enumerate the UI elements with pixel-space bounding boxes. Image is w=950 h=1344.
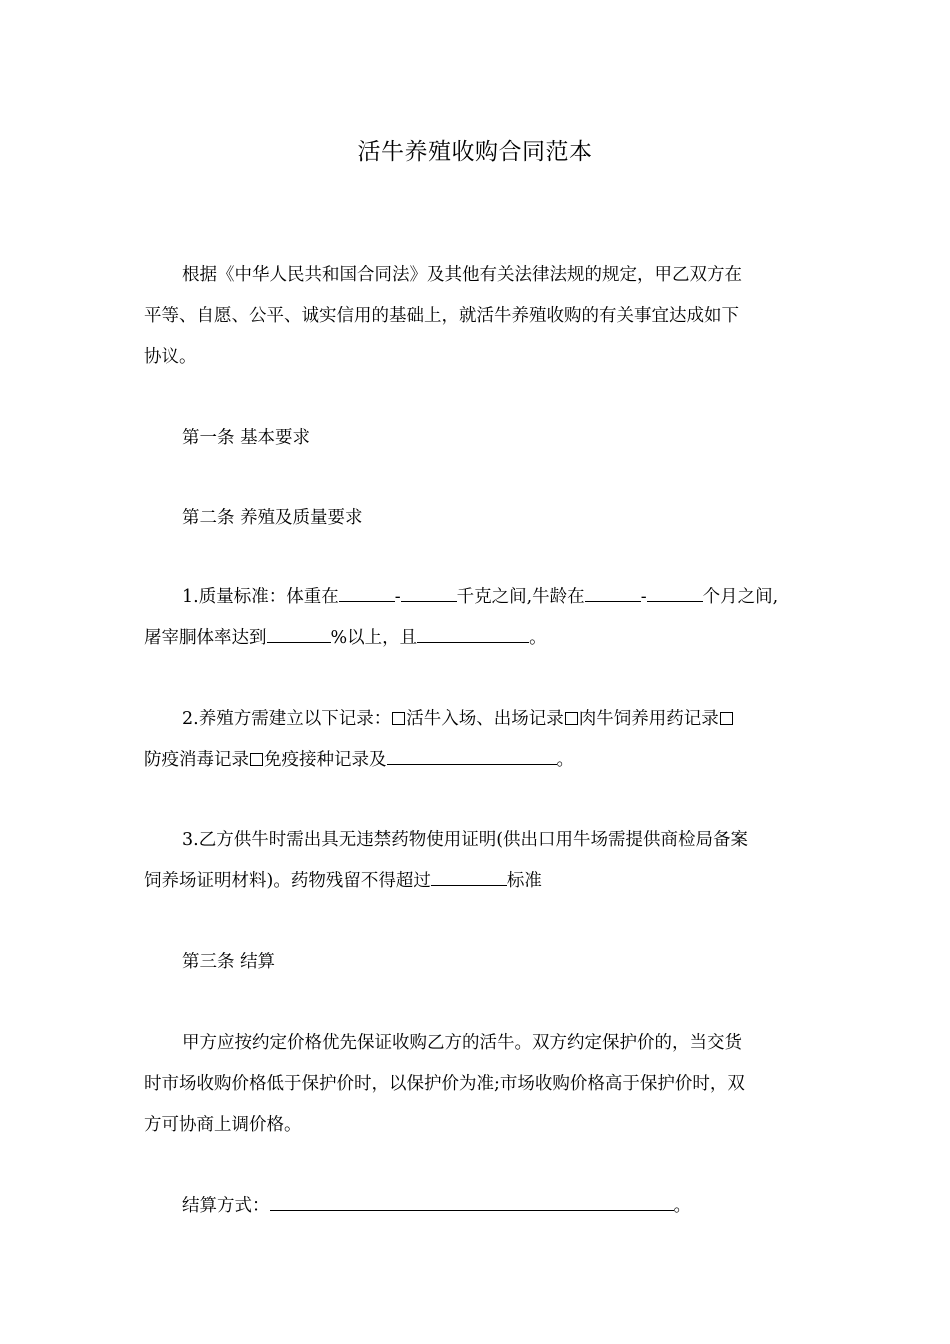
document-title: 活牛养殖收购合同范本 [357,139,593,165]
item-1-text-e: %以上，且 [330,628,418,648]
article-1-heading: 第一条 基本要求 [182,428,311,448]
item-2-text-a: 2.养殖方需建立以下记录： [182,709,392,729]
age-min-blank[interactable] [585,584,641,602]
article-3-heading: 第三条 结算 [182,952,276,972]
age-max-blank[interactable] [647,584,703,602]
settlement-method-blank[interactable] [270,1193,674,1211]
intro-line-2: 平等、自愿、公平、诚实信用的基础上，就活牛养殖收购的有关事宜达成如下 [144,306,739,326]
item-2-line-2 [144,740,804,781]
item-1-text-b: 千克之间,牛龄在 [456,587,585,607]
settle-line-3: 方可协商上调价格。 [144,1115,302,1135]
checkbox-icon[interactable] [392,712,405,725]
settlement-method-line [144,1186,842,1227]
settlement-method-end: 。 [673,1196,691,1216]
item-3-line-1: 3.乙方供牛时需出具无违禁药物使用证明(供出口用牛场需提供商检局备案 [182,830,749,850]
item-1-text-d: 屠宰胴体率达到 [144,628,267,648]
settle-line-2: 时市场收购价格低于保护价时，以保护价为准;市场收购价格高于保护价时，双 [144,1074,745,1094]
item-2-text-e: 免疫接种记录及 [264,750,387,770]
item-1-line-1 [144,577,842,618]
item-2-text-c: 肉牛饲养用药记录 [578,709,719,729]
item-3-line-2 [144,861,804,902]
checkbox-icon[interactable] [565,712,578,725]
item-2-line-1 [144,699,842,740]
weight-min-blank[interactable] [339,584,395,602]
settle-line-1: 甲方应按约定价格优先保证收购乙方的活牛。双方约定保护价的，当交货 [182,1033,742,1053]
item-2-text-f: 。 [556,750,574,770]
other-records-blank[interactable] [387,747,557,765]
residue-standard-blank[interactable] [431,868,507,886]
item-3-text-c: 标准 [506,871,542,891]
item-1-text-c: 个月之间, [702,587,779,607]
item-2-text-b: 活牛入场、出场记录 [406,709,564,729]
item-2-text-d: 防疫消毒记录 [144,750,249,770]
intro-line-3: 协议。 [144,347,197,367]
additional-requirement-blank[interactable] [417,625,529,643]
weight-max-blank[interactable] [401,584,457,602]
item-1-text-a: 1.质量标准：体重在 [182,587,339,607]
dash: - [394,587,401,607]
checkbox-icon[interactable] [250,753,263,766]
intro-line-1: 根据《中华人民共和国合同法》及其他有关法律法规的规定，甲乙双方在 [182,265,742,285]
item-3-text-b: 饲养场证明材料)。药物残留不得超过 [144,871,431,891]
article-2-heading: 第二条 养殖及质量要求 [182,508,363,528]
item-1-line-2 [144,618,804,659]
item-1-text-f: 。 [529,628,547,648]
carcass-rate-blank[interactable] [267,625,331,643]
checkbox-icon[interactable] [720,712,733,725]
settlement-method-label: 结算方式： [182,1196,270,1216]
dash: - [640,587,647,607]
